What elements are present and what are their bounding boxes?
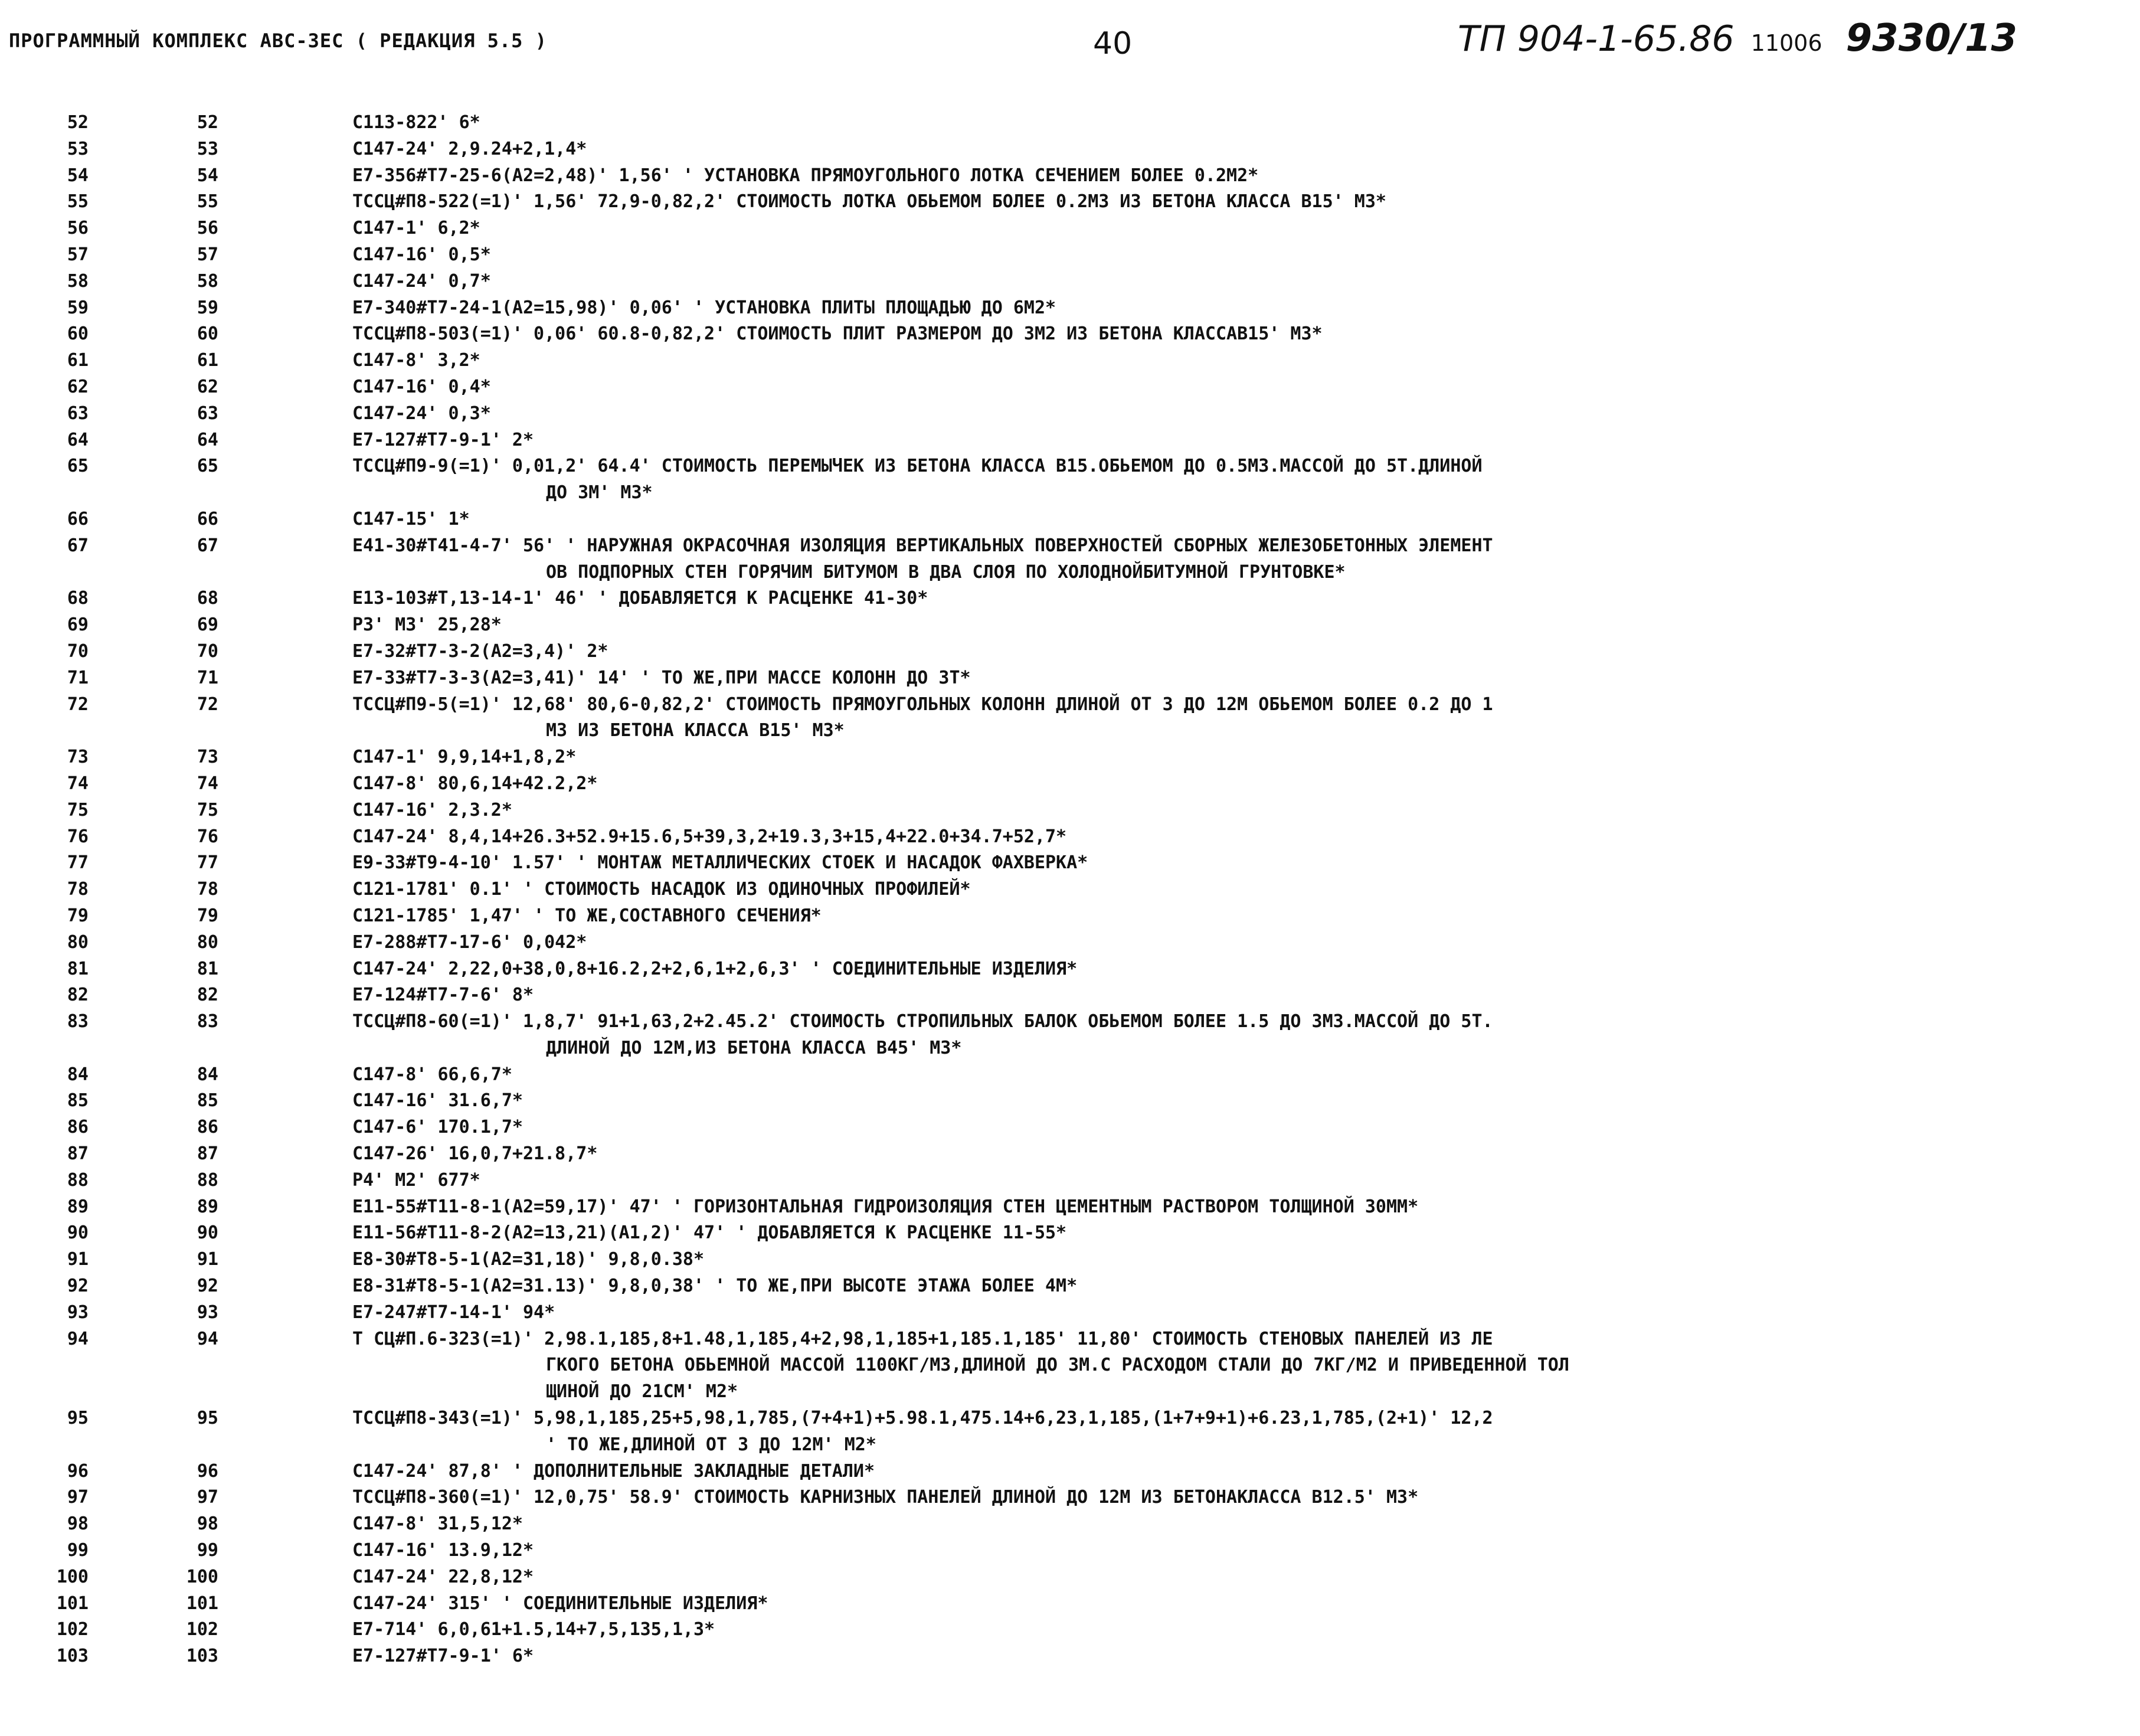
record-text: С147-24' 87,8' ' ДОПОЛНИТЕЛЬНЫЕ ЗАКЛАДНЫЕ ДЕТАЛИ* (352, 1460, 875, 1482)
record-number: 61 (197, 350, 218, 371)
record-text: Е8-30#Т8-5-1(А2=31,18)' 9,8,0.38* (352, 1249, 705, 1270)
listing-row (0, 1485, 2140, 1511)
line-number: 82 (67, 985, 89, 1006)
line-number: 94 (67, 1328, 89, 1349)
listing-row (0, 1168, 2140, 1194)
listing-row (0, 1062, 2140, 1088)
record-number: 60 (197, 323, 218, 345)
record-text: С121-1785' 1,47' ' ТО ЖЕ,СОСТАВНОГО СЕЧЕНИЯ* (352, 905, 822, 926)
line-number: 86 (67, 1117, 89, 1138)
record-number: 97 (197, 1487, 218, 1508)
record-text: ГКОГО БЕТОНА ОБЬЕМНОЙ МАССОЙ 1100КГ/М3,ДЛИНОЙ ДО 3М.С РАСХОДОМ СТАЛИ ДО 7КГ/М2 И ПРИВЕДЕННОЙ ТОЛ (546, 1355, 1569, 1376)
record-text: М3 ИЗ БЕТОНА КЛАССА В15' М3* (546, 720, 845, 741)
listing-row (0, 269, 2140, 295)
record-number: 68 (197, 588, 218, 609)
record-number: 100 (186, 1566, 218, 1587)
page-number: 40 (1093, 26, 1133, 61)
listing-row (0, 1591, 2140, 1617)
record-number: 87 (197, 1143, 218, 1165)
record-number: 59 (197, 297, 218, 318)
record-text: Е7-33#Т7-3-3(А2=3,41)' 14' ' ТО ЖЕ,ПРИ МАССЕ КОЛОНН ДО 3Т* (352, 667, 971, 688)
listing-row (0, 692, 2140, 718)
line-number: 54 (67, 165, 89, 186)
record-text: Е7-32#Т7-3-2(А2=3,4)' 2* (352, 640, 608, 662)
line-number: 85 (67, 1090, 89, 1111)
estimate-listing (0, 110, 2140, 1670)
line-number: 79 (67, 905, 89, 926)
line-number: 84 (67, 1064, 89, 1085)
record-text: С147-16' 2,3.2* (352, 799, 512, 820)
record-number: 66 (197, 508, 218, 529)
listing-row (0, 1194, 2140, 1221)
record-number: 62 (197, 376, 218, 397)
listing-row (0, 1247, 2140, 1273)
record-text: С147-16' 0,5* (352, 244, 491, 265)
listing-row (0, 930, 2140, 956)
line-number: 93 (67, 1302, 89, 1323)
listing-row (0, 215, 2140, 242)
listing-row (0, 1273, 2140, 1300)
line-number: 81 (67, 958, 89, 979)
line-number: 72 (67, 694, 89, 715)
line-number: 71 (67, 667, 89, 688)
record-number: 85 (197, 1090, 218, 1111)
listing-row (0, 1009, 2140, 1035)
record-text: Е7-124#Т7-7-6' 8* (352, 985, 534, 1006)
line-number: 103 (56, 1646, 89, 1667)
record-text: Е11-56#Т11-8-2(А2=13,21)(А1,2)' 47' ' ДОБАВЛЯЕТСЯ К РАСЦЕНКЕ 11-55* (352, 1222, 1067, 1244)
record-text: С147-26' 16,0,7+21.8,7* (352, 1143, 598, 1165)
record-text: Р3' М3' 25,28* (352, 614, 502, 636)
line-number: 95 (67, 1408, 89, 1429)
listing-row (0, 771, 2140, 797)
record-text: Е9-33#Т9-4-10' 1.57' ' МОНТАЖ МЕТАЛЛИЧЕСКИХ СТОЕК И НАСАДОК ФАХВЕРКА* (352, 852, 1088, 874)
line-number: 55 (67, 191, 89, 212)
listing-row (0, 1326, 2140, 1353)
record-number: 91 (197, 1249, 218, 1270)
record-text: ДО 3М' М3* (546, 482, 653, 504)
listing-row (0, 401, 2140, 427)
listing-row (0, 1643, 2140, 1670)
listing-row (0, 586, 2140, 612)
line-number: 76 (67, 826, 89, 847)
record-text: Е41-30#Т41-4-7' 56' ' НАРУЖНАЯ ОКРАСОЧНАЯ ИЗОЛЯЦИЯ ВЕРТИКАЛЬНЫХ ПОВЕРХНОСТЕЙ СБОРНЫХ ЖЕЛЕЗОБЕТОННЫХ ЭЛЕМЕНТ (352, 535, 1493, 556)
record-text: С121-1781' 0.1' ' СТОИМОСТЬ НАСАДОК ИЗ ОДИНОЧНЫХ ПРОФИЛЕЙ* (352, 879, 971, 900)
listing-row (0, 824, 2140, 851)
listing-row-continuation (0, 560, 2140, 586)
record-text: С147-15' 1* (352, 508, 470, 529)
record-number: 96 (197, 1460, 218, 1482)
listing-row (0, 956, 2140, 983)
record-text: С147-24' 2,9.24+2,1,4* (352, 138, 587, 159)
record-text: ' ТО ЖЕ,ДЛИНОЙ ОТ 3 ДО 12М' М2* (546, 1434, 876, 1455)
line-number: 75 (67, 799, 89, 820)
record-text: ТССЦ#П8-503(=1)' 0,06' 60.8-0,82,2' СТОИМОСТЬ ПЛИТ РАЗМЕРОМ ДО 3М2 ИЗ БЕТОНА КЛАССАВ15' М3* (352, 323, 1323, 345)
record-text: С147-24' 0,7* (352, 270, 491, 292)
listing-row (0, 982, 2140, 1009)
record-text: ТССЦ#П9-5(=1)' 12,68' 80,6-0,82,2' СТОИМОСТЬ ПРЯМОУГОЛЬНЫХ КОЛОНН ДЛИНОЙ ОТ 3 ДО 12М ОБЬЕМОМ БОЛЕЕ 0.2 ДО 1 (352, 694, 1493, 715)
record-number: 90 (197, 1222, 218, 1244)
record-number: 72 (197, 694, 218, 715)
record-number: 89 (197, 1196, 218, 1217)
record-number: 58 (197, 270, 218, 292)
record-number: 77 (197, 852, 218, 874)
record-number: 64 (197, 429, 218, 450)
record-text: С147-24' 22,8,12* (352, 1566, 534, 1587)
listing-row-continuation (0, 1379, 2140, 1405)
line-number: 91 (67, 1249, 89, 1270)
line-number: 92 (67, 1276, 89, 1297)
record-text: С147-1' 9,9,14+1,8,2* (352, 747, 577, 768)
record-number: 55 (197, 191, 218, 212)
line-number: 65 (67, 456, 89, 477)
record-text: С147-24' 8,4,14+26.3+52.9+15.6,5+39,3,2+19.3,3+15,4+22.0+34.7+52,7* (352, 826, 1067, 847)
record-text: ЩИНОЙ ДО 21СМ' М2* (546, 1381, 738, 1402)
record-number: 101 (186, 1593, 218, 1614)
record-number: 80 (197, 931, 218, 953)
line-number: 74 (67, 773, 89, 794)
record-number: 73 (197, 747, 218, 768)
listing-row (0, 639, 2140, 665)
listing-row (0, 374, 2140, 401)
record-number: 95 (197, 1408, 218, 1429)
record-text: Е11-55#Т11-8-1(А2=59,17)' 47' ' ГОРИЗОНТАЛЬНАЯ ГИДРОИЗОЛЯЦИЯ СТЕН ЦЕМЕНТНЫМ РАСТВОРОМ ТОЛЩИНОЙ 30ММ* (352, 1196, 1419, 1217)
listing-row (0, 665, 2140, 692)
record-number: 86 (197, 1117, 218, 1138)
line-number: 59 (67, 297, 89, 318)
line-number: 99 (67, 1540, 89, 1561)
line-number: 69 (67, 614, 89, 636)
listing-row (0, 612, 2140, 639)
record-text: С147-8' 80,6,14+42.2,2* (352, 773, 598, 794)
record-number: 63 (197, 403, 218, 424)
record-number: 93 (197, 1302, 218, 1323)
listing-row (0, 189, 2140, 215)
record-number: 79 (197, 905, 218, 926)
record-text: Е7-127#Т7-9-1' 2* (352, 429, 534, 450)
record-number: 74 (197, 773, 218, 794)
listing-row-continuation (0, 480, 2140, 506)
record-text: Е7-288#Т7-17-6' 0,042* (352, 931, 587, 953)
listing-row (0, 348, 2140, 374)
record-number: 52 (197, 112, 218, 133)
record-text: С147-8' 3,2* (352, 350, 480, 371)
line-number: 56 (67, 218, 89, 239)
listing-row (0, 506, 2140, 533)
listing-row (0, 1564, 2140, 1591)
listing-row-continuation (0, 718, 2140, 744)
record-number: 103 (186, 1646, 218, 1667)
listing-row (0, 797, 2140, 824)
record-text: С147-24' 2,22,0+38,0,8+16.2,2+2,6,1+2,6,3' ' СОЕДИНИТЕЛЬНЫЕ ИЗДЕЛИЯ* (352, 958, 1078, 979)
record-text: Р4' М2' 677* (352, 1169, 480, 1191)
listing-row (0, 1114, 2140, 1141)
line-number: 83 (67, 1011, 89, 1032)
listing-row (0, 1220, 2140, 1247)
record-text: С147-1' 6,2* (352, 218, 480, 239)
record-text: С147-8' 66,6,7* (352, 1064, 512, 1085)
line-number: 101 (56, 1593, 89, 1614)
record-number: 92 (197, 1276, 218, 1297)
record-number: 75 (197, 799, 218, 820)
record-number: 54 (197, 165, 218, 186)
line-number: 102 (56, 1619, 89, 1640)
listing-row (0, 295, 2140, 322)
record-number: 99 (197, 1540, 218, 1561)
record-text: С147-24' 315' ' СОЕДИНИТЕЛЬНЫЕ ИЗДЕЛИЯ* (352, 1593, 768, 1614)
record-number: 57 (197, 244, 218, 265)
record-text: ДЛИНОЙ ДО 12М,ИЗ БЕТОНА КЛАССА В45' М3* (546, 1037, 962, 1058)
line-number: 88 (67, 1169, 89, 1191)
listing-row (0, 163, 2140, 189)
record-text: Е7-714' 6,0,61+1.5,14+7,5,135,1,3* (352, 1619, 715, 1640)
line-number: 89 (67, 1196, 89, 1217)
record-text: С147-8' 31,5,12* (352, 1513, 523, 1535)
listing-row (0, 903, 2140, 930)
listing-row (0, 453, 2140, 480)
line-number: 90 (67, 1222, 89, 1244)
line-number: 53 (67, 138, 89, 159)
record-text: Т СЦ#П.6-323(=1)' 2,98.1,185,8+1.48,1,185,4+2,98,1,185+1,185.1,185' 11,80' СТОИМОСТЬ СТЕНОВЫХ ПАНЕЛЕЙ ИЗ ЛЕ (352, 1328, 1493, 1349)
record-text: С147-24' 0,3* (352, 403, 491, 424)
line-number: 52 (67, 112, 89, 133)
record-number: 84 (197, 1064, 218, 1085)
line-number: 70 (67, 640, 89, 662)
record-text: С147-16' 31.6,7* (352, 1090, 523, 1111)
listing-row-continuation (0, 1352, 2140, 1379)
record-number: 53 (197, 138, 218, 159)
listing-row (0, 1405, 2140, 1432)
line-number: 61 (67, 350, 89, 371)
listing-row (0, 1300, 2140, 1326)
line-number: 62 (67, 376, 89, 397)
record-text: Е7-247#Т7-14-1' 94* (352, 1302, 555, 1323)
record-number: 82 (197, 985, 218, 1006)
record-number: 71 (197, 667, 218, 688)
record-number: 76 (197, 826, 218, 847)
document-number: 11006 (1750, 30, 1822, 56)
line-number: 77 (67, 852, 89, 874)
line-number: 67 (67, 535, 89, 556)
record-text: ТССЦ#П8-360(=1)' 12,0,75' 58.9' СТОИМОСТЬ КАРНИЗНЫХ ПАНЕЛЕЙ ДЛИНОЙ ДО 12М ИЗ БЕТОНАКЛАССА В12.5' М3* (352, 1487, 1419, 1508)
line-number: 58 (67, 270, 89, 292)
line-number: 60 (67, 323, 89, 345)
line-number: 66 (67, 508, 89, 529)
line-number: 96 (67, 1460, 89, 1482)
listing-row (0, 1141, 2140, 1168)
record-number: 78 (197, 879, 218, 900)
listing-row (0, 1617, 2140, 1643)
program-header: ПРОГРАММНЫЙ КОМПЛЕКС АВС-3ЕС ( РЕДАКЦИЯ 5.5 ) (9, 30, 547, 52)
line-number: 64 (67, 429, 89, 450)
record-text: Е13-103#Т,13-14-1' 46' ' ДОБАВЛЯЕТСЯ К РАСЦЕНКЕ 41-30* (352, 588, 928, 609)
record-text: Е7-127#Т7-9-1' 6* (352, 1646, 534, 1667)
listing-row (0, 877, 2140, 903)
line-number: 97 (67, 1487, 89, 1508)
line-number: 63 (67, 403, 89, 424)
listing-row (0, 744, 2140, 771)
line-number: 80 (67, 931, 89, 953)
listing-row (0, 1511, 2140, 1538)
record-text: ТССЦ#П8-60(=1)' 1,8,7' 91+1,63,2+2.45.2' СТОИМОСТЬ СТРОПИЛЬНЫХ БАЛОК ОБЬЕМОМ БОЛЕЕ 1.5 ДО 3М3.МАССОЙ ДО 5Т. (352, 1011, 1493, 1032)
record-number: 81 (197, 958, 218, 979)
listing-row-continuation (0, 1432, 2140, 1459)
listing-row (0, 1538, 2140, 1564)
record-number: 102 (186, 1619, 218, 1640)
record-text: С147-6' 170.1,7* (352, 1117, 523, 1138)
listing-row (0, 850, 2140, 877)
line-number: 87 (67, 1143, 89, 1165)
record-number: 70 (197, 640, 218, 662)
record-text: С147-16' 0,4* (352, 376, 491, 397)
record-number: 67 (197, 535, 218, 556)
document-code-block (1458, 17, 2017, 60)
record-number: 88 (197, 1169, 218, 1191)
listing-row (0, 533, 2140, 560)
listing-row (0, 136, 2140, 163)
listing-row-continuation (0, 1035, 2140, 1062)
listing-row (0, 242, 2140, 269)
listing-row (0, 110, 2140, 136)
record-text: Е7-356#Т7-25-6(А2=2,48)' 1,56' ' УСТАНОВКА ПРЯМОУГОЛЬНОГО ЛОТКА СЕЧЕНИЕМ БОЛЕЕ 0.2М2* (352, 165, 1259, 186)
line-number: 68 (67, 588, 89, 609)
record-number: 94 (197, 1328, 218, 1349)
record-text: Е7-340#Т7-24-1(А2=15,98)' 0,06' ' УСТАНОВКА ПЛИТЫ ПЛОЩАДЬЮ ДО 6М2* (352, 297, 1056, 318)
sheet-number: 9330/13 (1845, 17, 2018, 60)
listing-row (0, 1459, 2140, 1485)
record-number: 98 (197, 1513, 218, 1535)
record-text: ТССЦ#П8-522(=1)' 1,56' 72,9-0,82,2' СТОИМОСТЬ ЛОТКА ОБЬЕМОМ БОЛЕЕ 0.2М3 ИЗ БЕТОНА КЛАССА В15' М3* (352, 191, 1386, 212)
listing-row (0, 427, 2140, 454)
line-number: 98 (67, 1513, 89, 1535)
record-text: С147-16' 13.9,12* (352, 1540, 534, 1561)
record-text: Е8-31#Т8-5-1(А2=31.13)' 9,8,0,38' ' ТО ЖЕ,ПРИ ВЫСОТЕ ЭТАЖА БОЛЕЕ 4М* (352, 1276, 1078, 1297)
record-text: ОВ ПОДПОРНЫХ СТЕН ГОРЯЧИМ БИТУМОМ В ДВА СЛОЯ ПО ХОЛОДНОЙБИТУМНОЙ ГРУНТОВКЕ* (546, 561, 1346, 583)
record-text: ТССЦ#П9-9(=1)' 0,01,2' 64.4' СТОИМОСТЬ ПЕРЕМЫЧЕК ИЗ БЕТОНА КЛАССА В15.ОБЬЕМОМ ДО 0.5М3.МАССОЙ ДО 5Т.ДЛИНОЙ (352, 456, 1483, 477)
listing-row (0, 321, 2140, 348)
record-number: 65 (197, 456, 218, 477)
line-number: 100 (56, 1566, 89, 1587)
record-number: 69 (197, 614, 218, 636)
document-code: ТП 904-1-65.86 (1458, 18, 1735, 60)
record-text: С113-822' 6* (352, 112, 480, 133)
record-text: ТССЦ#П8-343(=1)' 5,98,1,185,25+5,98,1,785,(7+4+1)+5.98.1,475.14+6,23,1,185,(1+7+9+1)+6.23,1,785,(2+1)' 12,2 (352, 1408, 1493, 1429)
record-number: 56 (197, 218, 218, 239)
record-number: 83 (197, 1011, 218, 1032)
line-number: 78 (67, 879, 89, 900)
line-number: 73 (67, 747, 89, 768)
line-number: 57 (67, 244, 89, 265)
listing-row (0, 1088, 2140, 1114)
